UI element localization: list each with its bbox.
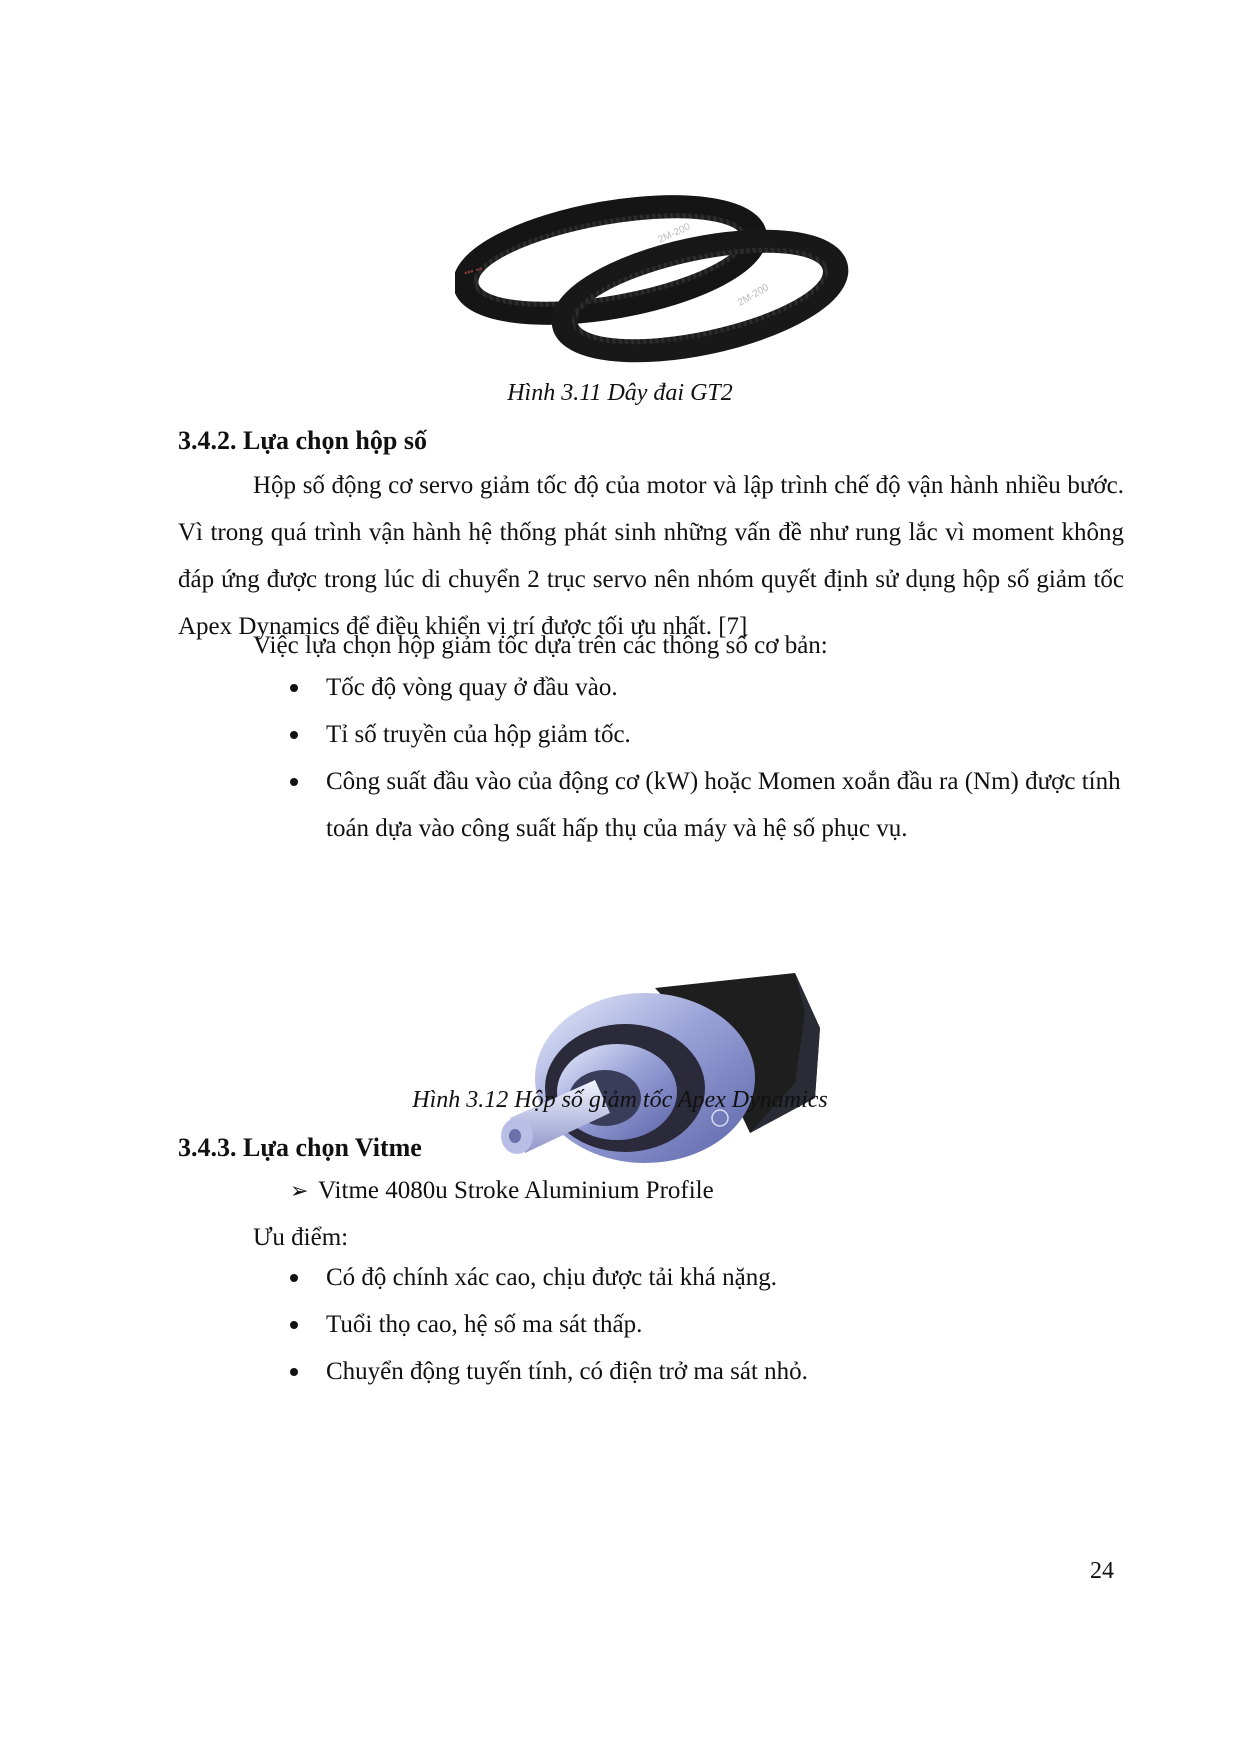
figure-caption: Hình 3.12 Hộp số giảm tốc Apex Dynamics (412, 1087, 828, 1113)
arrow-bullet-icon: ➢ (290, 1178, 309, 1203)
belt-print-label: 2M-200 (656, 221, 692, 246)
arrow-list-item (290, 1175, 714, 1207)
section-heading: 3.4.2. Lựa chọn hộp số (178, 426, 427, 455)
bullet-list (0, 1254, 1240, 1395)
figure-caption: Hình 3.11 Dây đai GT2 (507, 380, 733, 406)
arrow-list-text: Vitme 4080u Stroke Aluminium Profile (318, 1177, 714, 1204)
list-intro: Việc lựa chọn hộp giảm tốc dựa trên các thông số cơ bản: (253, 632, 828, 659)
bullet-list (0, 664, 1240, 852)
section-heading: 3.4.3. Lựa chọn Vitme (178, 1133, 422, 1162)
page-number: 24 (1090, 1558, 1114, 1584)
belt-print-label: 2M-200 (736, 282, 771, 309)
advantages-label: Ưu điểm: (253, 1224, 349, 1251)
svg-text:▪▪▪ ▪▪: ▪▪▪ ▪▪ (462, 263, 484, 278)
list-item: Công suất đầu vào của động cơ (kW) hoặc Momen xoắn đầu ra (Nm) được tính toán dựa vào công suất hấp thụ của máy và hệ số phục vụ. (0, 758, 1240, 852)
list-item: Chuyển động tuyến tính, có điện trở ma sát nhỏ. (0, 1348, 1240, 1395)
list-item: Có độ chính xác cao, chịu được tải khá nặng. (0, 1254, 1240, 1301)
list-item: Tỉ số truyền của hộp giảm tốc. (0, 711, 1240, 758)
body-paragraph: Hộp số động cơ servo giảm tốc độ của motor và lập trình chế độ vận hành nhiều bước. Vì trong quá trình vận hành hệ thống phát sinh những vấn đề như rung lắc vì moment không đáp ứng được trong lúc di chuyển 2 trục servo nên nhóm quyết định sử dụng hộp số giảm tốc Apex Dynamics để điều khiển vị trí được tối ưu nhất. [7] (178, 472, 1124, 640)
gearbox-image (495, 968, 825, 1178)
list-item: Tốc độ vòng quay ở đầu vào. (0, 664, 1240, 711)
list-item: Tuổi thọ cao, hệ số ma sát thấp. (0, 1301, 1240, 1348)
timing-belt-image (455, 188, 855, 368)
